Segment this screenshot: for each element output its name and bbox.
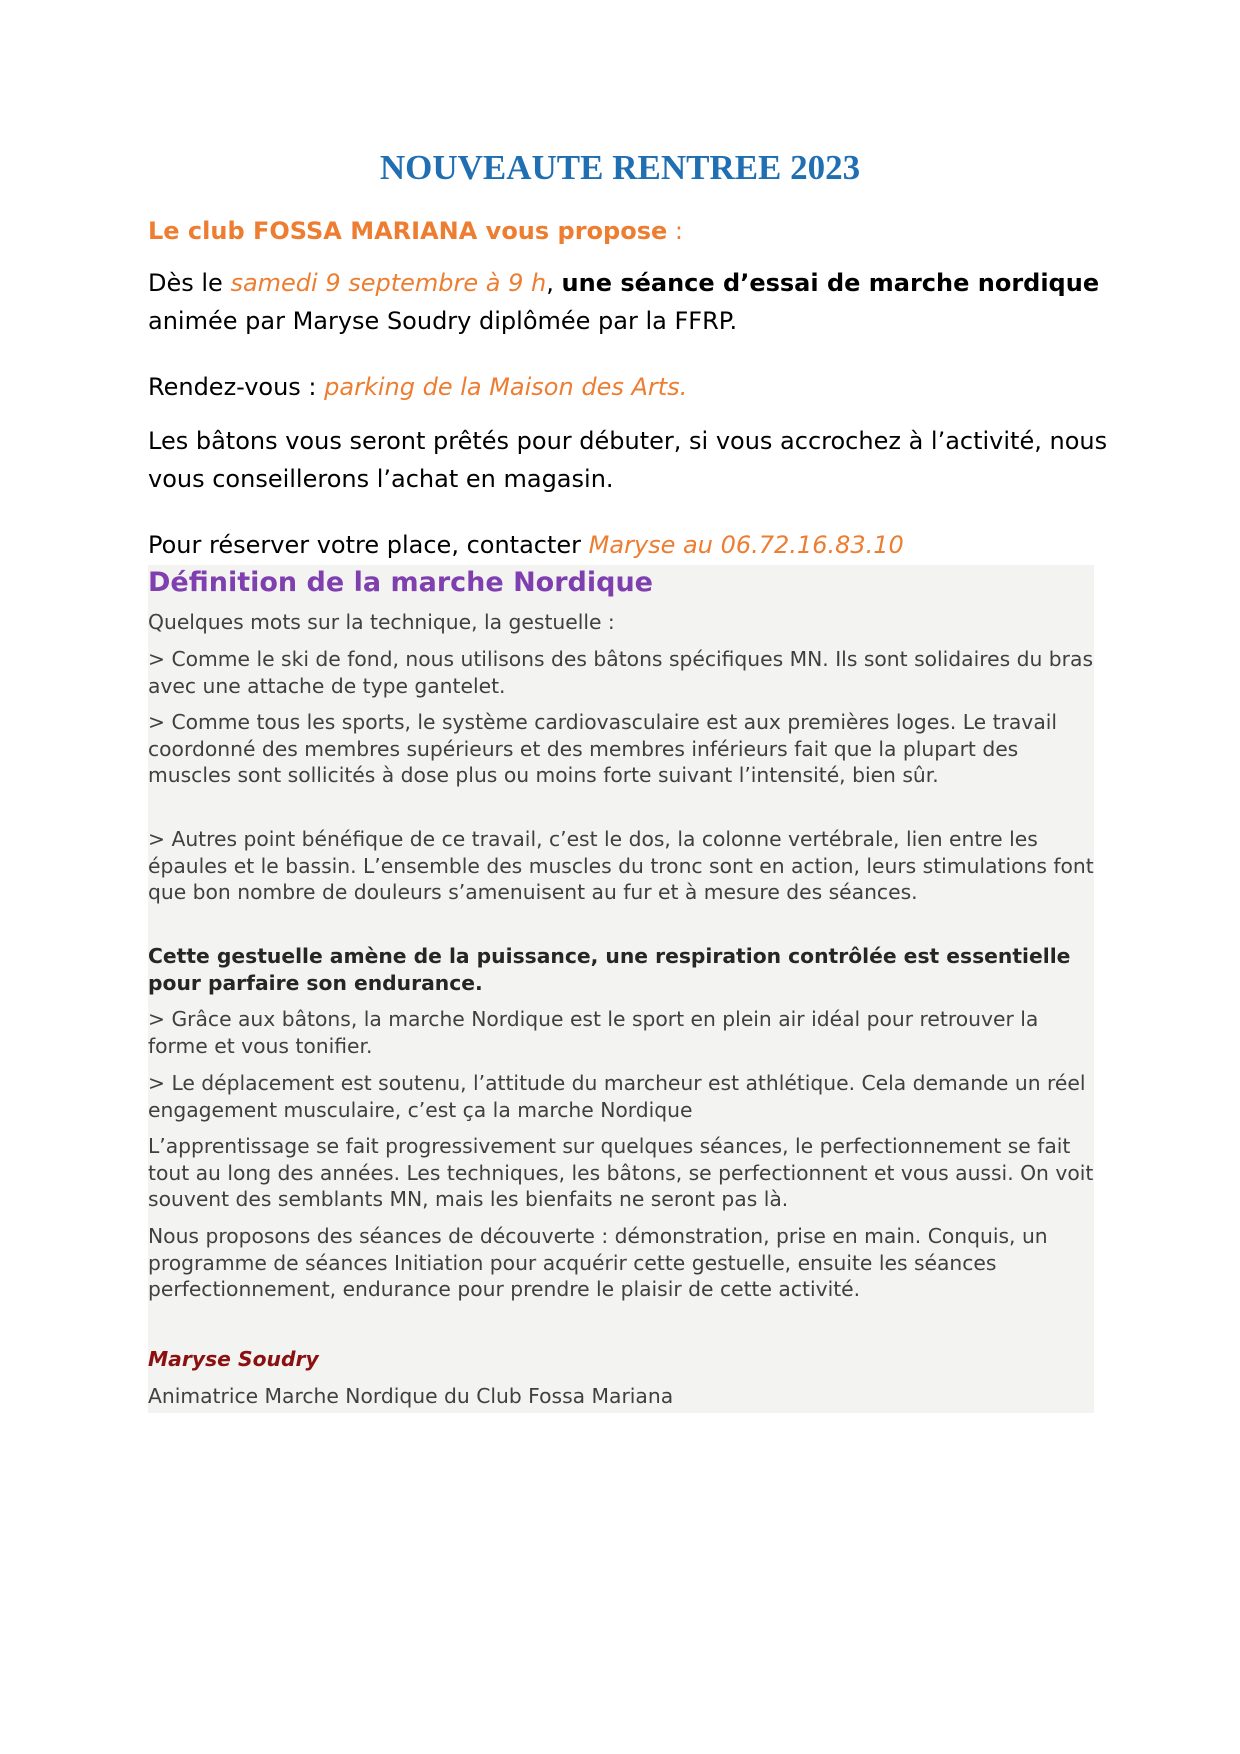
definition-paragraph: Nous proposons des séances de découverte : démonstration, prise en main. Conquis, un programme de séances Initiation pour acquérir cette gestuelle, ensuite les séances perfectionnement, endurance pour prendre le plaisir de cette activité. <box>148 1224 1048 1301</box>
definition-paragraph: > Comme le ski de fond, nous utilisons des bâtons spécifiques MN. Ils sont solidaires du bras avec une attache de type gantelet. <box>148 647 1094 698</box>
page-title: NOUVEAUTE RENTREE 2023 <box>379 148 861 187</box>
definition-paragraph: L’apprentissage se fait progressivement sur quelques séances, le perfectionnement se fait tout au long des années. Les techniques, les bâtons, se perfectionnent et vous aussi. On voit souvent des semblants MN, mais les bienfaits ne seront pas là. <box>148 1134 1094 1211</box>
intro-meeting-paragraph <box>148 368 687 406</box>
intro-session-paragraph <box>148 264 1108 340</box>
definition-paragraph: > Autres point bénéfique de ce travail, c’est le dos, la colonne vertébrale, lien entre les épaules et le bassin. L’ensemble des muscles du tronc sont en action, leurs stimulations font que bon nombre de douleurs s’amenuisent au fur et à mesure des séances. <box>148 827 1094 904</box>
definition-title: Définition de la marche Nordique <box>148 567 653 598</box>
session-comma: , <box>546 269 562 297</box>
meeting-prefix: Rendez-vous : <box>148 373 325 401</box>
contact-prefix: Pour réserver votre place, contacter <box>148 531 589 559</box>
signature-role: Animatrice Marche Nordique du Club Fossa Mariana <box>148 1384 674 1408</box>
definition-paragraph: > Comme tous les sports, le système cardiovasculaire est aux premières loges. Le travail coordonné des membres supérieurs et des membres inférieurs fait que la plupart des muscles sont sollicités à dose plus ou moins forte suivant l’intensité, bien sûr. <box>148 710 1058 787</box>
definition-paragraph: Quelques mots sur la technique, la gestuelle : <box>148 610 615 634</box>
definition-paragraph: > Le déplacement est soutenu, l’attitude du marcheur est athlétique. Cela demande un réel engagement musculaire, c’est ça la marche Nordique <box>148 1071 1086 1122</box>
session-date: samedi 9 septembre à 9 h <box>230 269 547 297</box>
definition-box <box>148 565 1094 1413</box>
subtitle-colon: : <box>667 217 683 245</box>
definition-paragraph: > Grâce aux bâtons, la marche Nordique est le sport en plein air idéal pour retrouver la forme et vous tonifier. <box>148 1007 1039 1058</box>
intro-subtitle <box>148 212 683 250</box>
intro-equipment-paragraph: Les bâtons vous seront prêtés pour débuter, si vous accrochez à l’activité, nous vous conseillerons l’achat en magasin. <box>148 427 1108 493</box>
session-title: une séance d’essai de marche nordique <box>561 269 1100 297</box>
session-prefix: Dès le <box>148 269 231 297</box>
definition-emphasis: Cette gestuelle amène de la puissance, une respiration contrôlée est essentielle pour parfaire son endurance. <box>148 944 1071 995</box>
signature-name: Maryse Soudry <box>148 1347 319 1371</box>
meeting-place: parking de la Maison des Arts. <box>324 373 688 401</box>
intro-contact-paragraph <box>148 526 904 564</box>
session-suffix: animée par Maryse Soudry diplômée par la FFRP. <box>148 307 738 335</box>
subtitle-text: Le club FOSSA MARIANA vous propose <box>148 217 668 245</box>
contact-details: Maryse au 06.72.16.83.10 <box>588 531 904 559</box>
